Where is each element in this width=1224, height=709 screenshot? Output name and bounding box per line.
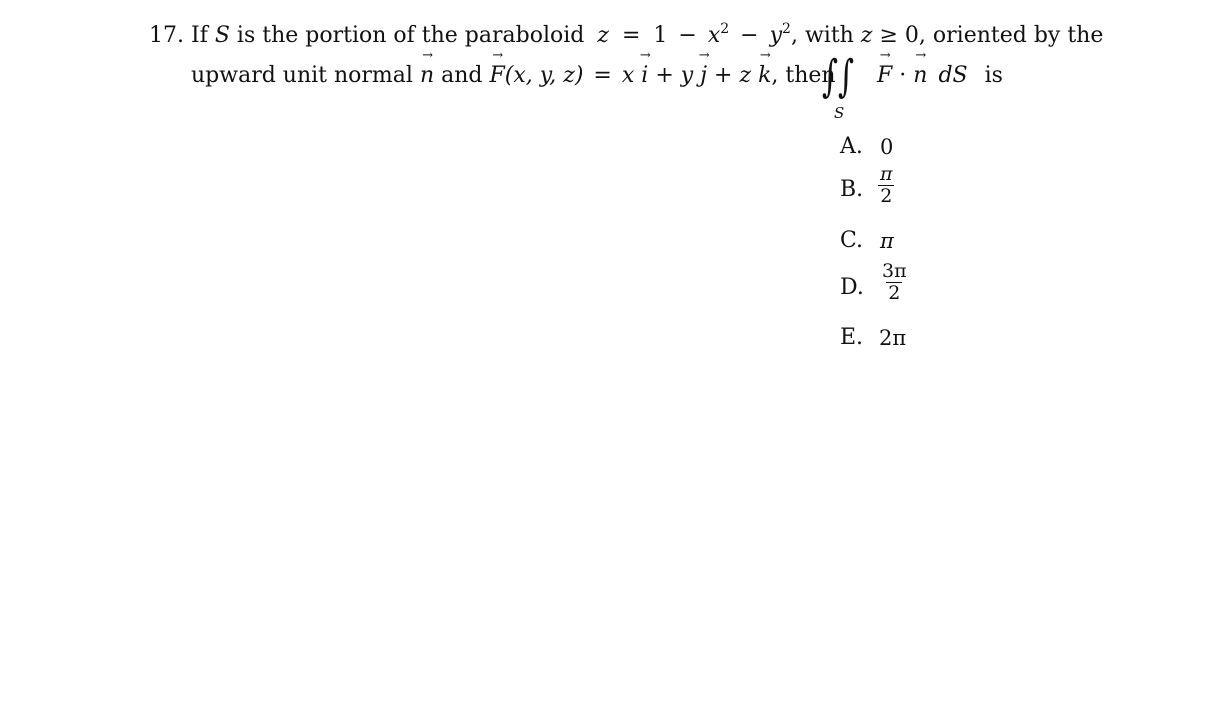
option-e-label: E. <box>840 325 864 350</box>
integral-subscript: S <box>834 104 845 122</box>
num-zero: 0, <box>904 23 926 48</box>
option-c-label: C. <box>840 228 864 253</box>
vector-i: → i <box>641 63 648 89</box>
var-S: S <box>214 23 230 48</box>
option-b-label: B. <box>840 177 864 202</box>
exp-y: 2 <box>782 21 791 37</box>
dS: dS <box>938 63 968 88</box>
option-e-value: 2π <box>879 326 907 350</box>
question-number: 17. <box>149 23 184 48</box>
text-with: with <box>804 23 854 48</box>
rhs-x: x <box>621 63 635 88</box>
vector-j: → j <box>700 63 707 89</box>
integrand-F: → F <box>877 63 892 89</box>
plus-1: + <box>655 63 674 88</box>
exp-x: 2 <box>720 21 730 37</box>
question-line-2 <box>191 63 836 89</box>
num-one: 1 <box>653 23 668 48</box>
text-is: is <box>984 63 1003 88</box>
option-d-denominator: 2 <box>888 282 901 304</box>
geq-sign: ≥ <box>879 23 898 48</box>
text-and: and <box>441 63 483 88</box>
var-y: y <box>769 23 783 48</box>
minus-sign-1: − <box>678 23 697 48</box>
vector-F: → F <box>490 63 505 89</box>
plus-2: + <box>714 63 733 88</box>
eq-sign-2: = <box>593 63 612 88</box>
option-d-fraction <box>880 261 909 304</box>
option-c-value: π <box>880 229 894 253</box>
text-portion: is the portion of the paraboloid <box>236 23 585 48</box>
option-d-label: D. <box>840 275 864 300</box>
dot-sign: · <box>899 63 907 88</box>
text-then: , then <box>771 63 836 88</box>
option-d-numerator: 3π <box>882 260 907 282</box>
var-z: z <box>597 23 609 48</box>
minus-sign-2: − <box>740 23 759 48</box>
double-integral-sign: ∫∫ <box>822 51 855 102</box>
text-if: If <box>191 23 208 48</box>
question-line-1 <box>191 23 1103 51</box>
F-args: (x, y, z) <box>504 63 584 88</box>
eq-sign: = <box>621 23 641 48</box>
vector-k: → k <box>758 63 771 89</box>
text-upward: upward unit normal <box>191 63 413 88</box>
var-z-2: z <box>860 23 873 48</box>
option-b-fraction <box>878 164 895 207</box>
var-x: x <box>707 23 721 48</box>
integrand-n: → n <box>913 63 927 89</box>
option-b-denominator: 2 <box>880 185 893 207</box>
comma: , <box>790 23 798 48</box>
rhs-z: z <box>739 63 752 88</box>
option-a-value: 0 <box>880 135 894 159</box>
rhs-y: y <box>680 63 694 88</box>
integrand <box>877 63 1003 89</box>
vector-n: → n <box>420 63 434 89</box>
option-a-label: A. <box>840 134 863 159</box>
option-b-numerator: π <box>880 163 893 185</box>
text-oriented: oriented by the <box>932 23 1104 48</box>
